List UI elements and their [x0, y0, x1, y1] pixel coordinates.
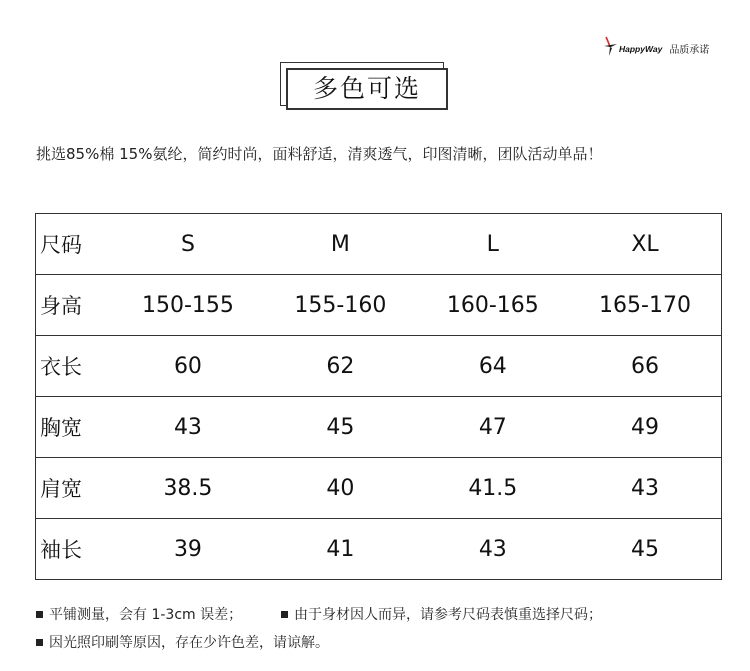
table-cell: 47: [417, 397, 569, 458]
product-intro: 挑选85%棉 15%氨纶，简约时尚，面料舒适，清爽透气，印图清晰，团队活动单品！: [36, 145, 603, 163]
size-chart-table: [35, 213, 722, 580]
bullet-square-icon: [36, 611, 43, 618]
table-cell: 49: [569, 397, 721, 458]
star-swoosh-icon: [604, 35, 618, 57]
table-row: [36, 519, 722, 580]
table-cell: 41.5: [417, 458, 569, 519]
size-header: M: [330, 231, 350, 257]
table-header-row: [36, 214, 722, 275]
note-text: 平铺测量，会有 1-3cm 误差；: [49, 607, 243, 623]
row-label: 胸宽: [36, 397, 112, 458]
table-cell: 38.5: [112, 458, 264, 519]
brand-name: HappyWay: [619, 44, 663, 54]
table-cell: 40: [264, 458, 416, 519]
table-cell: 60: [112, 336, 264, 397]
table-cell: 66: [569, 336, 721, 397]
size-header: XL: [631, 231, 659, 257]
size-header: L: [486, 231, 499, 257]
header-label: 尺码: [40, 233, 82, 257]
table-cell: 155-160: [264, 275, 416, 336]
table-cell: 62: [264, 336, 416, 397]
table-row: [36, 336, 722, 397]
row-label: 袖长: [36, 519, 112, 580]
row-label: 肩宽: [36, 458, 112, 519]
table-row: [36, 397, 722, 458]
brand-logo: [604, 36, 709, 56]
table-cell: 43: [569, 458, 721, 519]
table-cell: 165-170: [569, 275, 721, 336]
row-label: 身高: [36, 275, 112, 336]
size-header: S: [180, 231, 195, 257]
note-line-2: [36, 632, 329, 652]
bullet-square-icon: [36, 639, 43, 646]
bullet-square-icon: [281, 611, 288, 618]
page-title: 多色可选: [312, 74, 421, 103]
note-text: 因光照印刷等原因，存在少许色差，请谅解。: [49, 635, 329, 651]
brand-tagline: 品质承诺: [669, 45, 710, 56]
table-cell: 150-155: [112, 275, 264, 336]
title-box: [280, 62, 450, 112]
note-text: 由于身材因人而异，请参考尺码表慎重选择尺码；: [294, 607, 603, 623]
table-row: [36, 275, 722, 336]
table-cell: 41: [264, 519, 416, 580]
row-label: 衣长: [36, 336, 112, 397]
table-cell: 45: [569, 519, 721, 580]
note-line-1: [36, 604, 602, 624]
table-cell: 45: [264, 397, 416, 458]
table-cell: 39: [112, 519, 264, 580]
table-row: [36, 458, 722, 519]
table-cell: 43: [417, 519, 569, 580]
table-cell: 160-165: [417, 275, 569, 336]
table-cell: 64: [417, 336, 569, 397]
table-cell: 43: [112, 397, 264, 458]
